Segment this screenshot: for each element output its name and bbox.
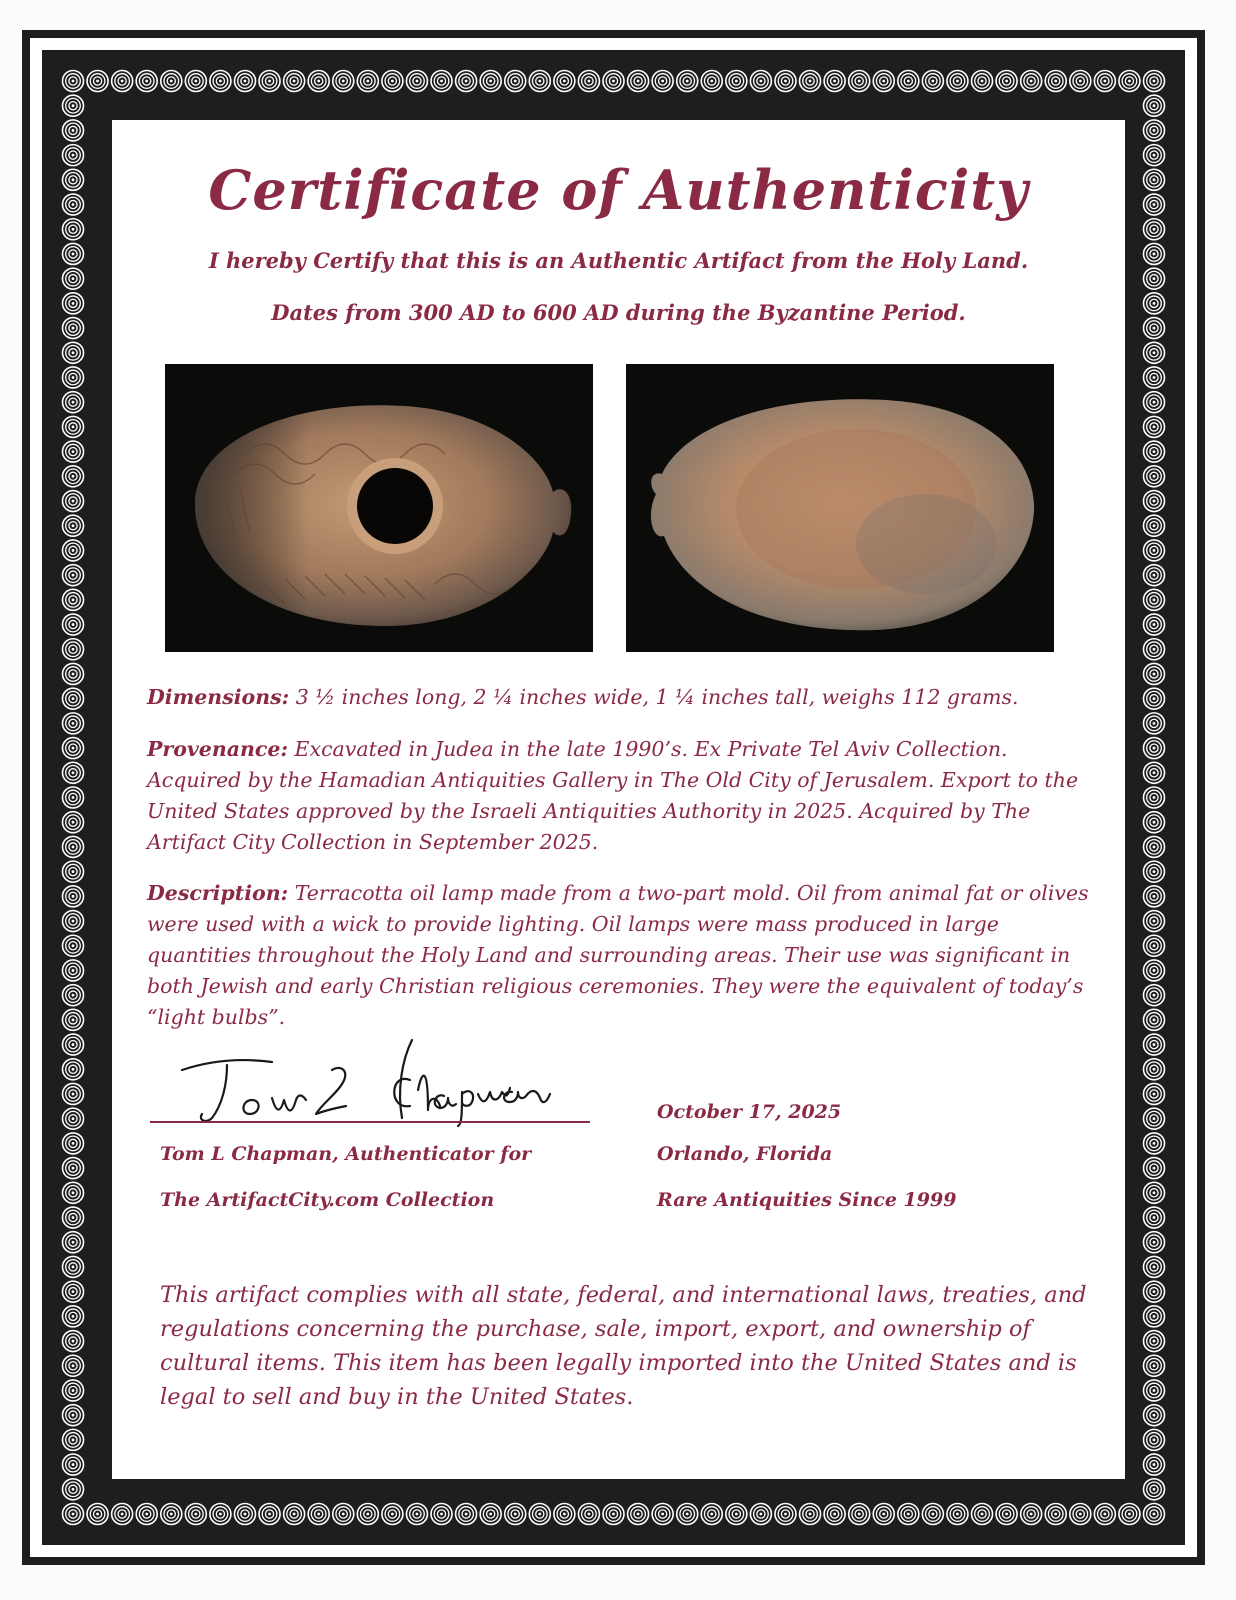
inner-panel — [104, 112, 1133, 1487]
certificate-location: Orlando, Florida — [657, 1143, 833, 1165]
dimensions-text: 3 ½ inches long, 2 ¼ inches wide, 1 ¼ inches tall, weighs 112 grams. — [289, 685, 1019, 709]
certify-statement: I hereby Certify that this is an Authentic Artifact from the Holy Land. — [208, 248, 1029, 273]
company-tagline: Rare Antiquities Since 1999 — [657, 1189, 957, 1211]
handwritten-signature — [172, 1030, 592, 1130]
certificate-date: October 17, 2025 — [657, 1101, 842, 1123]
oil-lamp-bottom-photo — [626, 364, 1054, 652]
provenance-text: Excavated in Judea in the late 1990’s. Ex Private Tel Aviv Collection. Acquired by the Hamadian Antiquities Gallery in The Old City of Jerusalem. Export to the United States approved by the Israeli Antiquities Authority in 2025. Acquired by The Artifact City Collection in September 2025. — [147, 737, 1079, 854]
dates-statement: Dates from 300 AD to 600 AD during the Byzantine Period. — [271, 300, 966, 325]
description-paragraph — [147, 878, 1097, 1033]
certificate-title: Certificate of Authenticity — [208, 158, 1029, 222]
certificate-frame — [22, 30, 1205, 1565]
provenance-label: Provenance: — [147, 737, 289, 761]
oil-lamp-top-photo — [165, 364, 593, 652]
certificate-content — [112, 120, 1125, 1479]
collection-name: The ArtifactCity.com Collection — [160, 1189, 495, 1211]
dimensions-label: Dimensions: — [147, 685, 290, 709]
dimensions-paragraph — [147, 682, 1097, 713]
description-text: Terracotta oil lamp made from a two-part mold. Oil from animal fat or olives were used with a wick to provide lighting. Oil lamps were mass produced in large quantities throughout the Holy Land and surrounding areas. Their use was significant in both Jewish and early Christian religious ceremonies. They were the equivalent of today’s “light bulbs”. — [147, 881, 1089, 1029]
authenticator-name: Tom L Chapman, Authenticator for — [160, 1143, 532, 1165]
description-label: Description: — [147, 881, 289, 905]
compliance-statement: This artifact complies with all state, federal, and international laws, treaties, and regulations concerning the purchase, sale, import, export, and ownership of cultural items. This item has been legally imported into the United States and is legal to sell and buy in the United States. — [160, 1282, 1087, 1410]
signature-line — [150, 1121, 590, 1123]
provenance-paragraph — [147, 734, 1097, 858]
